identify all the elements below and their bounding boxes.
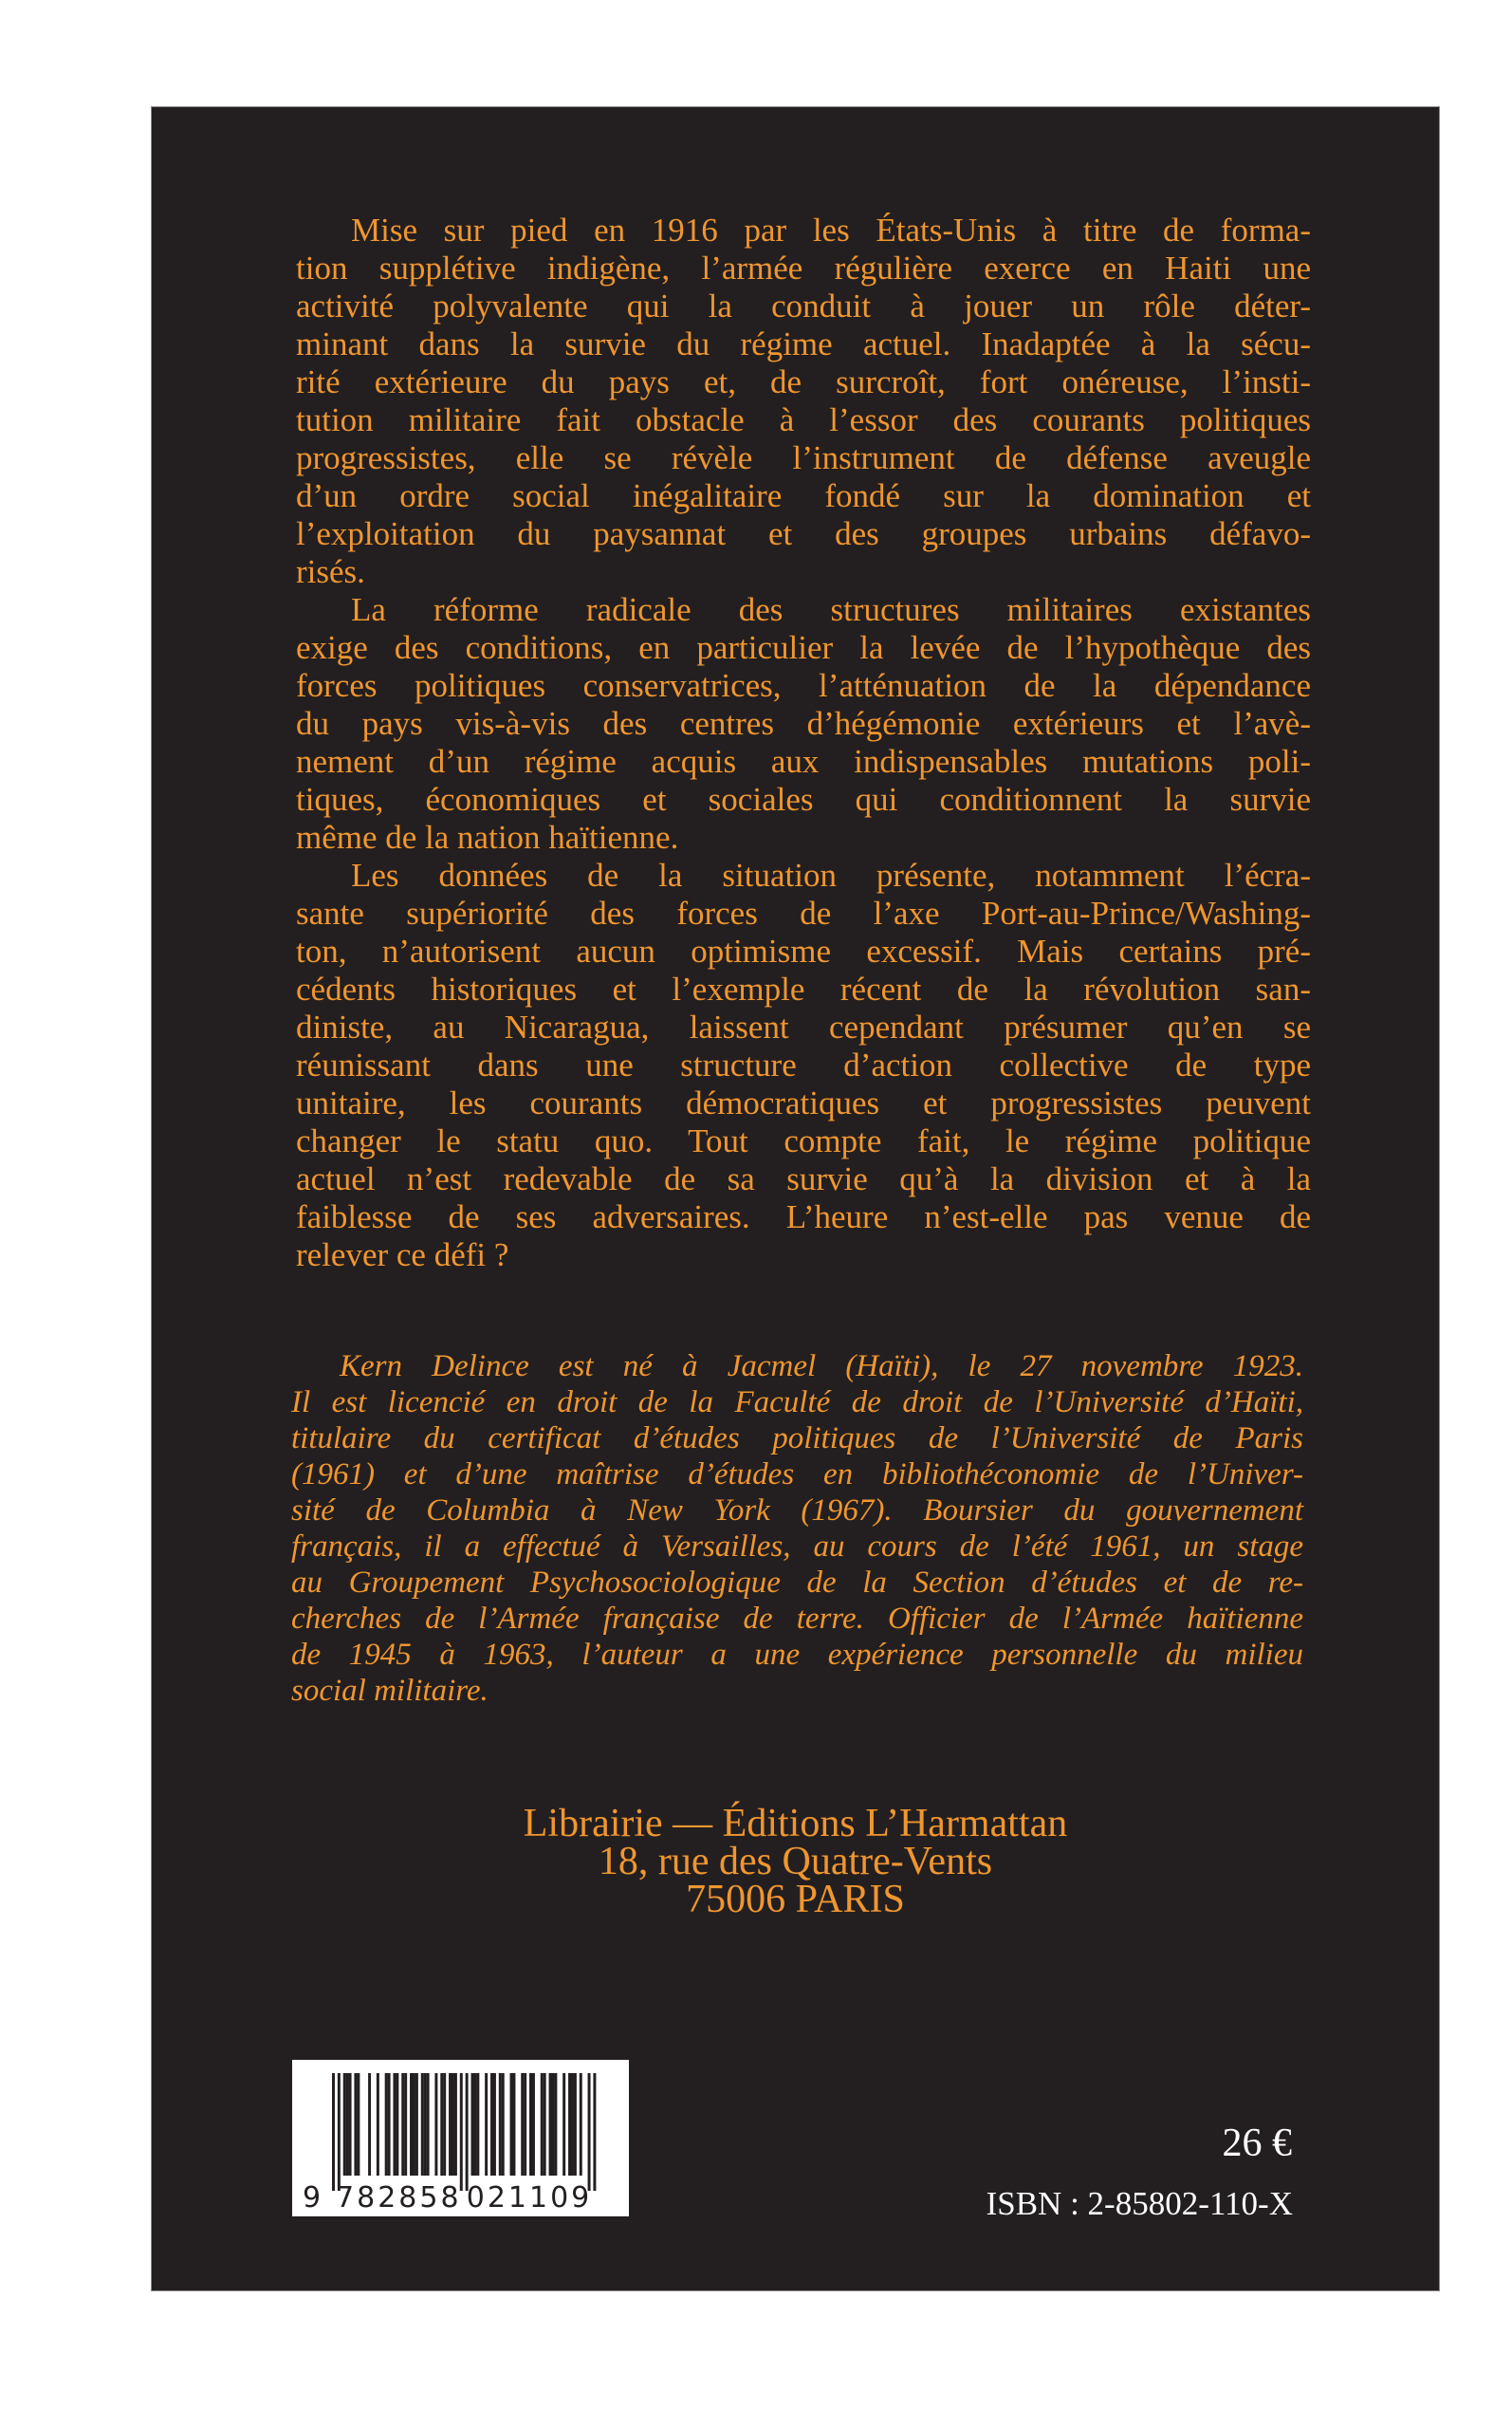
text-line: même de la nation haïtienne. [296, 819, 679, 856]
publisher-block [152, 1802, 1439, 1921]
summary-paragraph [296, 591, 1311, 857]
text-line: exige des conditions, en particulier la levée de l’hypothèque des [296, 629, 1311, 666]
summary-paragraph [296, 857, 1311, 1274]
summary-text [296, 212, 1311, 1274]
text-line: relever ce défi ? [296, 1236, 509, 1273]
publisher-street: 18, rue des Quatre-Vents [598, 1840, 993, 1883]
author-bio [291, 1348, 1303, 1709]
text-line: sante supériorité des forces de l’axe Port-au-Prince/Washing- [296, 895, 1311, 932]
text-line: changer le statu quo. Tout compte fait, le régime politique [296, 1122, 1311, 1159]
text-line: Kern Delince est né à Jacmel (Haïti), le 27 novembre 1923. [340, 1349, 1303, 1383]
text-line: cédents historiques et l’exemple récent de la révolution san- [296, 971, 1311, 1008]
text-line: titulaire du certificat d’études politiques de l’Université de Paris [291, 1421, 1303, 1455]
price-label: 26 € [1222, 2122, 1292, 2165]
text-line: La réforme radicale des structures militaires existantes [351, 591, 1311, 628]
text-line: Mise sur pied en 1916 par les États-Unis à titre de forma- [351, 212, 1311, 249]
text-line: diniste, au Nicaragua, laissent cependant présumer qu’en se [296, 1009, 1311, 1046]
text-line: faiblesse de ses adversaires. L’heure n’est-elle pas venue de [296, 1198, 1311, 1235]
text-line: social militaire. [291, 1674, 489, 1708]
text-line: unitaire, les courants démocratiques et progressistes peuvent [296, 1084, 1311, 1121]
text-line: du pays vis-à-vis des centres d’hégémonie extérieurs et l’avè- [296, 705, 1311, 742]
svg-text:021109: 021109 [466, 2181, 593, 2214]
text-line: d’un ordre social inégalitaire fondé sur la domination et [296, 477, 1311, 514]
text-line: sité de Columbia à New York (1967). Boursier du gouvernement [291, 1493, 1303, 1528]
text-line: tution militaire fait obstacle à l’essor des courants politiques [296, 401, 1311, 438]
svg-text:782858: 782858 [336, 2181, 462, 2214]
text-line: nement d’un régime acquis aux indispensables mutations poli- [296, 743, 1311, 780]
text-line: français, il a effectué à Versailles, au cours de l’été 1961, un stage [291, 1529, 1303, 1564]
text-line: progressistes, elle se révèle l’instrument de défense aveugle [296, 439, 1311, 476]
publisher-city: 75006 PARIS [686, 1878, 905, 1921]
text-line: (1961) et d’une maîtrise d’études en bibliothéconomie de l’Univer- [291, 1457, 1303, 1492]
text-line: rité extérieure du pays et, de surcroît, fort onéreuse, l’insti- [296, 363, 1311, 400]
text-line: tiques, économiques et sociales qui conditionnent la survie [296, 781, 1311, 818]
svg-text:9: 9 [302, 2181, 324, 2214]
barcode [292, 2060, 629, 2216]
text-line: risés. [296, 553, 365, 590]
isbn-label: ISBN : 2-85802-110-X [986, 2185, 1293, 2222]
text-line: l’exploitation du paysannat et des groupes urbains défavo- [296, 515, 1311, 552]
text-line: forces politiques conservatrices, l’atténuation de la dépendance [296, 667, 1311, 704]
text-line: réunissant dans une structure d’action collective de type [296, 1047, 1311, 1084]
barcode-icon [292, 2060, 629, 2216]
publisher-name: Librairie — Éditions L’Harmattan [523, 1802, 1068, 1845]
text-line: Les données de la situation présente, notamment l’écra- [351, 857, 1311, 894]
text-line: de 1945 à 1963, l’auteur a une expérience personnelle du milieu [291, 1638, 1303, 1672]
text-line: cherches de l’Armée française de terre. Officier de l’Armée haïtienne [291, 1602, 1303, 1636]
text-line: au Groupement Psychosociologique de la Section d’études et de re- [291, 1566, 1303, 1600]
text-line: activité polyvalente qui la conduit à jouer un rôle déter- [296, 287, 1311, 324]
summary-paragraph [296, 212, 1311, 591]
text-line: ton, n’autorisent aucun optimisme excessif. Mais certains pré- [296, 933, 1311, 970]
text-line: actuel n’est redevable de sa survie qu’à la division et à la [296, 1160, 1311, 1197]
text-line: tion supplétive indigène, l’armée régulière exerce en Haiti une [296, 250, 1311, 287]
text-line: minant dans la survie du régime actuel. Inadaptée à la sécu- [296, 325, 1311, 362]
text-line: Il est licencié en droit de la Faculté de droit de l’Université d’Haïti, [291, 1385, 1303, 1419]
